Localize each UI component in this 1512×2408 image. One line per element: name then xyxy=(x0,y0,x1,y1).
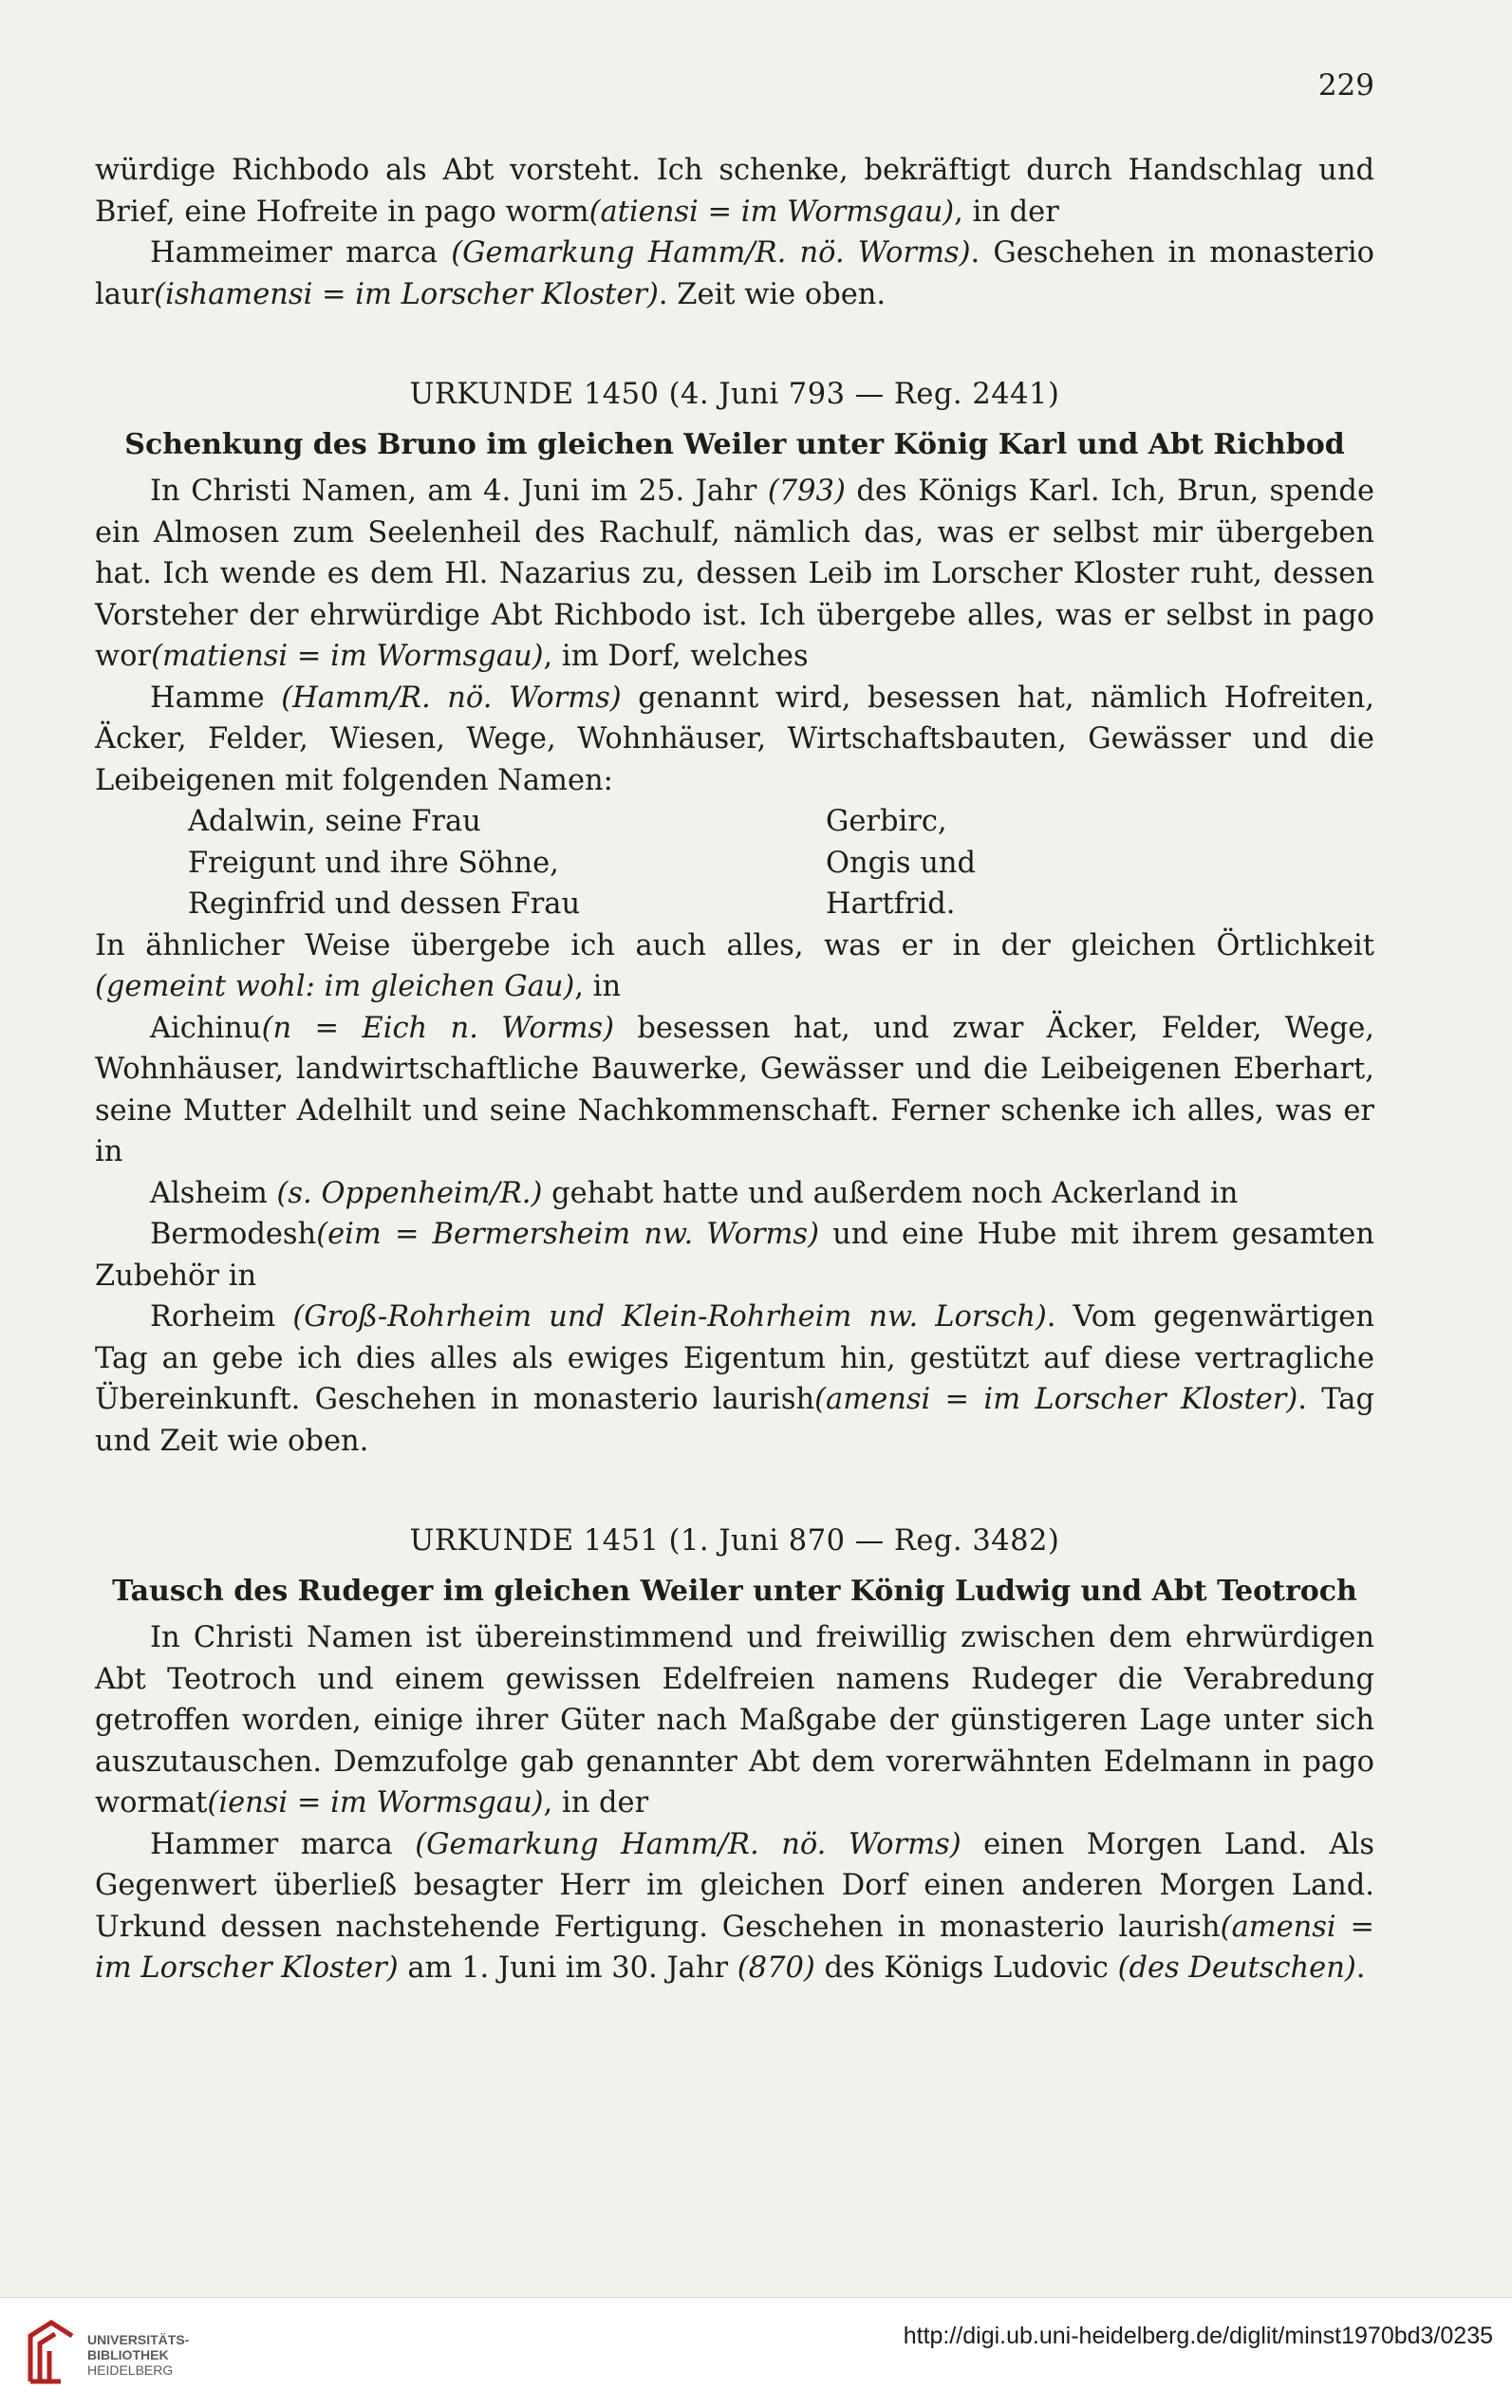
library-logo-icon xyxy=(23,2315,80,2391)
document-heading: URKUNDE 1451 (1. Juni 870 — Reg. 3482) xyxy=(409,1524,1060,1558)
paragraph: Alsheim (s. Oppenheim/R.) gehabt hatte und außerdem noch Ackerland in xyxy=(150,1176,1239,1210)
paragraph: würdige Richbodo als Abt vorsteht. Ich schenke, bekräftigt durch Handschlag und Brief, eine Hofreite in pago worm(atiensi = im Wormsgau), in der xyxy=(95,154,1374,229)
source-url-link[interactable]: http://digi.ub.uni-heidelberg.de/diglit/minst1970bd3/0235 xyxy=(903,2323,1493,2349)
paragraph: Bermodesh(eim = Bermersheim nw. Worms) und eine Hube mit ihrem gesamten Zubehör in xyxy=(95,1218,1374,1293)
list-item: Hartfrid. xyxy=(826,887,956,921)
paragraph: Rorheim (Groß-Rohrheim und Klein-Rohrheim nw. Lorsch). Vom gegenwärtigen Tag an gebe ich dies alles als ewiges Eigentum hin, gestützt auf diese vertragliche Übereinkunft. Geschehen in monasterio laurish(amensi = im Lorscher Kloster). Tag und Zeit wie oben. xyxy=(95,1300,1374,1458)
paragraph: Aichinu(n = Eich n. Worms) besessen hat, und zwar Äcker, Felder, Wege, Wohnhäuser, landwirtschaftliche Bauwerke, Gewässer und die Leibeigenen Eberhart, seine Mutter Adelhilt und seine Nachkommenschaft. Ferner schenke ich alles, was er in xyxy=(95,1011,1374,1168)
page-body xyxy=(95,150,1374,1989)
paragraph: Hammeimer marca (Gemarkung Hamm/R. nö. Worms). Geschehen in monasterio laur(ishamensi = im Lorscher Kloster). Zeit wie oben. xyxy=(95,236,1374,311)
paragraph: In ähnlicher Weise übergebe ich auch alles, was er in der gleichen Örtlichkeit (gemeint wohl: im gleichen Gau), in xyxy=(95,928,1374,1003)
paragraph: In Christi Namen, am 4. Juni im 25. Jahr (793) des Königs Karl. Ich, Brun, spende ein Almosen zum Seelenheil des Rachulf, nämlich das, was er selbst mir übergeben hat. Ich wende es dem Hl. Nazarius zu, dessen Leib im Lorscher Kloster ruht, dessen Vorsteher der ehrwürdige Abt Richbodo ist. Ich übergebe alles, was er selbst in pago wor(matiensi = im Wormsgau), im Dorf, welches xyxy=(95,475,1375,673)
list-item: Gerbirc, xyxy=(826,805,947,838)
page-number: 229 xyxy=(1317,68,1374,103)
document-title: Tausch des Rudeger im gleichen Weiler unter König Ludwig und Abt Teotroch xyxy=(112,1574,1357,1608)
list-item: Reginfrid und dessen Frau xyxy=(188,887,581,921)
library-name: UNIVERSITÄTS- BIBLIOTHEK HEIDELBERG xyxy=(87,2332,190,2378)
paragraph: Hamme (Hamm/R. nö. Worms) genannt wird, besessen hat, nämlich Hofreiten, Äcker, Felder, Wiesen, Wege, Wohnhäuser, Wirtschaftsbauten, Gewässer und die Leibeigenen mit folgenden Namen: xyxy=(95,681,1374,797)
document-heading: URKUNDE 1450 (4. Juni 793 — Reg. 2441) xyxy=(409,378,1060,411)
paragraph: Hammer marca (Gemarkung Hamm/R. nö. Worms) einen Morgen Land. Als Gegenwert überließ besagter Herr im gleichen Dorf einen anderen Morgen Land. Urkund dessen nachstehende Fertigung. Geschehen in monasterio laurish(amensi = im Lorscher Kloster) am 1. Juni im 30. Jahr (870) des Königs Ludovic (des Deutschen). xyxy=(95,1827,1374,1985)
paragraph: In Christi Namen ist übereinstimmend und freiwillig zwischen dem ehrwürdigen Abt Teotroch und einem gewissen Edelfreien namens Rudeger die Verabredung getroffen worden, einige ihrer Güter nach Maßgabe der günstigeren Lage unter sich auszutauschen. Demzufolge gab genannter Abt dem vorerwähnten Edelmann in pago wormat(iensi = im Wormsgau), in der xyxy=(95,1621,1374,1820)
footer-bar xyxy=(0,2297,1512,2408)
list-item: Ongis und xyxy=(826,846,977,880)
list-item: Adalwin, seine Frau xyxy=(188,805,481,838)
document-title: Schenkung des Bruno im gleichen Weiler unter König Karl und Abt Richbod xyxy=(124,427,1345,461)
names-list xyxy=(95,801,1374,925)
list-item: Freigunt und ihre Söhne, xyxy=(188,846,559,880)
